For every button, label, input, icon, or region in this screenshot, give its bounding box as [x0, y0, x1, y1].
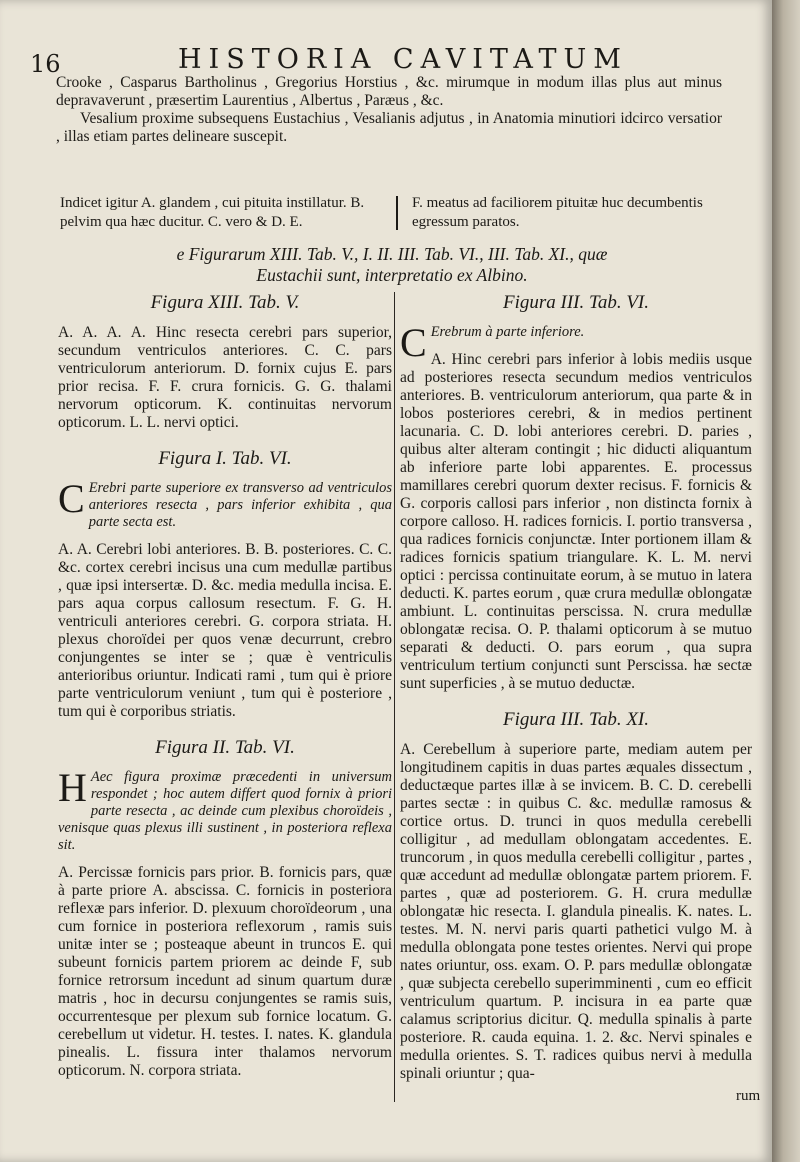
figure-heading: Figura III. Tab. XI. [502, 709, 650, 730]
intro-text [56, 74, 722, 146]
figure-caption-text: Erebri parte superiore ex transverso ad ventriculos anteriores resecta , pars inferior exhibita , qua parte secta est. [88, 480, 392, 530]
figure-2-tab-6 [58, 737, 392, 1080]
figure-caption-text: Aec figura proximæ præcedenti in universum respondet ; hoc autem differt quod fornix à priori parte resecta , ac deinde cum plexibus choroïdeis , venisque quas plexus illi sustinent , in posteriora reflexa sit. [58, 769, 392, 853]
intro-paragraph-2: Vesalium proxime subsequens Eustachius , Vesalianis adjutus , in Anatomia minutiori idcirco versatior , illas etiam partes delineare suscepit. [56, 110, 722, 145]
section-heading-line-2: Eustachii sunt, interpretatio ex Albino. [256, 265, 528, 285]
drop-cap: H [58, 765, 87, 810]
figure-text: A. Cerebellum à superiore parte, mediam autem per longitudinem capitis in duas partes æquales dissectum , deductæque partes illæ à se invicem. B. C. D. cerebelli partes sectæ : in quibus C. &c. medullæ ramosus & cortice ortus. D. trunci in quos medulla cerebelli colligitur , ad medullam oblongatam accedentes. E. truncorum , in quos medulla cerebelli colligitur , partes , quæ accedunt ad medullæ oblongatæ partem priorem. F. partes , quæ ad posteriorem. G. H. crura medullæ oblongatæ hic resecta. I. glandula pinealis. K. nates. L. testes. M. N. nervi paris quarti pathetici vulgo M. à medulla oblongata pone testes orientes. Nervi qui prope nates oriuntur, oss. exam. O. P. pars medullæ oblongatæ , quæ subjecta cerebello superimminenti , cum eo efficit ventriculum quartum. P. incisura in ea parte quæ calamus scriptorius dicitur. Q. medulla spinalis à parte posteriore. R. cauda equina. 1. 2. &c. Nervi spinales e medulla orientes. S. T. radices quibus nervi à medulla spinali oriuntur ; qua- [400, 741, 752, 1082]
drop-cap: C [400, 320, 427, 365]
bracket-note-right: F. meatus ad faciliorem pituitæ huc decumbentis egressum paratos. [412, 195, 703, 230]
section-heading [56, 244, 728, 286]
figure-text: A. A. Cerebri lobi anteriores. B. B. posteriores. C. C. &c. cortex cerebri incisus una cum medullæ partibus , quæ ipsi intersertæ. D. &c. media medulla incisa. E. pars aqua corpus callosum resectum. F. G. H. ventriculi anteriores cerebri. G. corpora striata. H. plexus choroïdei per quos venæ decurrunt, crebro conjungentes se inter se ; quæ è ventriculis anterioribus oriuntur. Indicati rami , tum qui è priore parte ventriculorum veniunt , tum qui è posteriore , tum qui è corporibus striatis. [58, 541, 392, 720]
column-divider [394, 292, 395, 1102]
bracket-note [60, 194, 724, 234]
page-number: 16 [30, 50, 61, 78]
figure-caption [400, 320, 752, 365]
figure-heading: Figura II. Tab. VI. [155, 737, 295, 758]
drop-cap: C [58, 476, 85, 521]
figure-text: A. Percissæ fornicis pars prior. B. fornicis pars, quæ à parte priore A. abscissa. C. fornicis in posteriora reflexæ pars inferior. D. plexuum choroïdeorum , una cum fornice in posteriora reflexorum , ramis suis unitæ inter se ; posteaque abeunt in truncos E. qui subeunt fornicis partem priorem ac deinde F, sub fornice retrorsum incedunt ad sinum quartum duræ matris , hoc in decursu conjungentes se ramis suis, occurrentesque per plexum sub fornice locatum. G. cerebellum ut videtur. H. testes. I. nates. K. glandula pinealis. L. fissura inter thalamos nervorum opticorum. N. corpora striata. [58, 864, 392, 1079]
running-title: HISTORIA CAVITATUM [178, 44, 628, 75]
catchword: rum [736, 1088, 761, 1104]
figure-3-tab-6 [400, 292, 752, 693]
left-column [58, 292, 392, 1096]
figure-13-tab-5 [58, 292, 392, 432]
section-heading-line-1: e Figurarum XIII. Tab. V., I. II. III. Tab. VI., III. Tab. XI., quæ [176, 244, 608, 264]
figure-caption-text: Erebrum à parte inferiore. [430, 324, 585, 340]
page-gutter [772, 0, 800, 1162]
right-column [400, 292, 752, 1099]
figure-caption [58, 476, 392, 531]
figure-text: A. A. A. A. Hinc resecta cerebri pars superior, secundum ventriculos anteriores. C. C. pars ventriculorum anteriorum. D. fornix cujus E. pars prior recisa. F. F. crura fornicis. G. G. thalami nervorum opticorum. K. continuitas nervorum opticorum. L. L. nervi optici. [58, 324, 392, 431]
figure-heading: Figura XIII. Tab. V. [150, 292, 300, 313]
bracket-note-left: Indicet igitur A. glandem , cui pituita instillatur. B. pelvim qua hæc ducitur. C. vero & D. E. [60, 195, 365, 230]
figure-caption [58, 765, 392, 854]
figure-heading: Figura I. Tab. VI. [158, 448, 292, 469]
figure-heading: Figura III. Tab. VI. [502, 292, 650, 313]
intro-paragraph-1: Crooke , Casparus Bartholinus , Gregorius Horstius , &c. mirumque in modum illas plus aut minus depravaverunt , præsertim Laurentius , Albertus , Paræus , &c. [56, 74, 722, 109]
bracket-divider [396, 196, 398, 230]
figure-3-tab-11 [400, 709, 752, 1083]
figure-text: A. Hinc cerebri pars inferior à lobis mediis usque ad posteriores resecta secundum medios ventriculos anteriores. B. ventriculorum anteriorum, qua parte & in lobos posteriores cerebri, & in medios pertinent lacunaria. C. D. lobi anteriores cerebri. D. paries , quibus alter alteram contingit ; hic diducti aliquantum ab inferiore parte lobi apparentes. E. processus mamillares cerebri quorum dexter recisus. F. fornicis & G. corporis callosi pars inferior , non distincta fornix à corpore calloso. H. radices fornicis. I. portio transversa , qua radices fornicis conjunctæ. Inter portionem illam & radices fornicis spatium triangulare. K. L. M. nervi optici : percissa continuitate eorum, à se mutuo in latera deducti. K. partes eorum , quæ crura medullæ oblongatæ ambiunt. L. continuitas perscissa. N. crura medullæ oblongatæ recisa. O. P. thalami opticorum à se mutuo separati & deducti. O. pars eorum , qua supra ventriculum tertium conjuncti sunt Perscissa. hæ sectæ sunt superficies , à se mutuo deductæ. [400, 351, 752, 692]
figure-1-tab-6 [58, 448, 392, 721]
